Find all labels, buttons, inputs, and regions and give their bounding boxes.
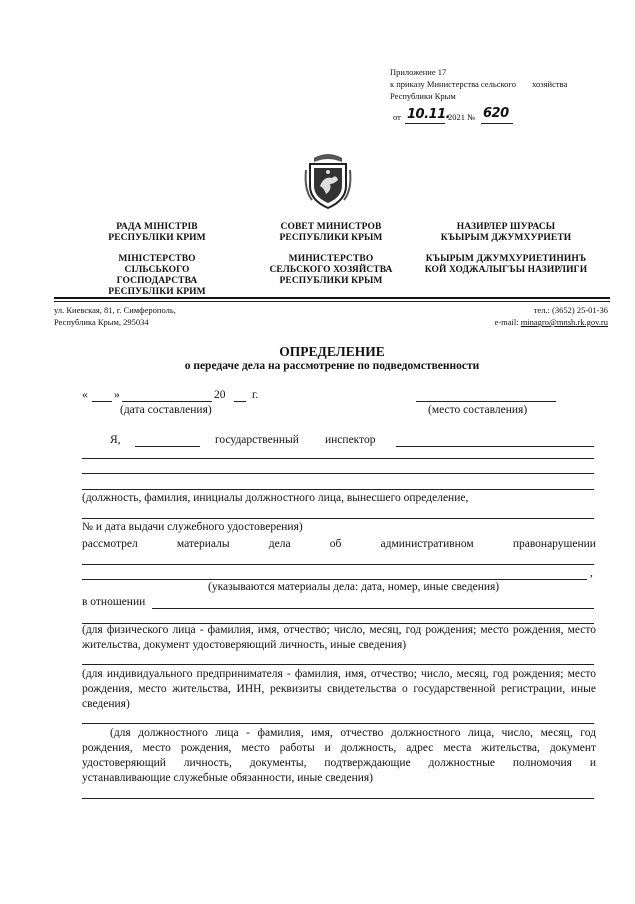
header-rule-thin xyxy=(54,301,610,302)
appendix-line-2b: хозяйства xyxy=(532,79,568,89)
header-center-4: СЕЛЬСКОГО ХОЗЯЙСТВА xyxy=(269,265,393,275)
contact-email-label: e-mail: xyxy=(494,317,519,327)
entrepreneur-caption: (для индивидуального предпринимателя - фамилия, имя, отчество; число, месяц, год рождения; место рождения, место жительства, ИНН, реквизиты свидетельства о государственной регистрации, иные сведения) xyxy=(82,668,596,710)
order-number-handwritten: 620 xyxy=(483,106,509,121)
date-open-quote: « xyxy=(82,389,88,401)
document-title: ОПРЕДЕЛЕНИЕ xyxy=(279,344,385,359)
order-year: 2021 № xyxy=(448,112,476,122)
inspector-name-line[interactable] xyxy=(396,446,594,447)
regarding-label: в отношении xyxy=(82,596,146,608)
year-suffix: г. xyxy=(252,389,259,401)
reviewed-word-4: об xyxy=(329,538,342,550)
header-center-2: РЕСПУБЛИКИ КРЫМ xyxy=(279,233,383,243)
header-right-4: КОЙ ХОДЖАЛЫГЪЫ НАЗИРЛИГИ xyxy=(424,265,588,275)
header-right xyxy=(418,222,594,276)
header-left-6: РЕСПУБЛІКИ КРИМ xyxy=(108,287,206,297)
header-left-1: РАДА МІНІСТРІВ xyxy=(116,222,198,232)
contact-email-link[interactable]: minagro@mnsh.rk.gov.ru xyxy=(520,317,608,327)
reviewed-row xyxy=(82,537,596,552)
coat-of-arms-emblem xyxy=(302,150,354,210)
year-prefix: 20 xyxy=(214,389,226,401)
header-center-3: МИНИСТЕРСТВО xyxy=(288,254,374,264)
official-line-3[interactable] xyxy=(82,489,594,490)
certificate-line[interactable] xyxy=(82,518,594,519)
appendix-block xyxy=(390,66,605,102)
header-center-1: СОВЕТ МИНИСТРОВ xyxy=(280,222,382,232)
contacts-block xyxy=(400,304,608,328)
appendix-line-3: Республики Крым xyxy=(390,91,456,101)
inspector-word-2: инспектор xyxy=(325,434,376,446)
contact-phone: тел.: (3652) 25-01-36 xyxy=(533,305,608,315)
date-prefix: от xyxy=(393,112,401,122)
materials-comma: , xyxy=(590,567,593,579)
official-line-2[interactable] xyxy=(82,473,594,474)
place-caption: (место составления) xyxy=(428,404,528,416)
header-rule-thick xyxy=(54,297,610,299)
header-left xyxy=(82,222,232,298)
header-left-3: МІНІСТЕРСТВО xyxy=(118,254,196,264)
header-right-1: НАЗИРЛЕР ШУРАСЫ xyxy=(456,222,556,232)
order-date-row xyxy=(393,107,533,125)
reviewed-word-1: рассмотрел xyxy=(82,538,138,550)
reviewed-word-6: правонарушении xyxy=(512,538,596,550)
official2-caption: (для должностного лица - фамилия, имя, отчество должностного лица, число, месяц, год рождения, место рождения, место работы и должность, адрес места жительства, документ удостоверяющий личность, документы, подтверждающие должностные полномочия и устанавливающие служебные обязанности, иные сведения) xyxy=(82,727,596,784)
reviewed-word-3: дела xyxy=(268,538,291,550)
appendix-line-2: к приказу Министерства сельского xyxy=(390,79,516,89)
place-field-line[interactable] xyxy=(416,401,556,402)
i-label: Я, xyxy=(110,434,121,446)
final-line[interactable] xyxy=(82,798,594,799)
official2-line[interactable] xyxy=(82,723,594,724)
date-caption: (дата составления) xyxy=(120,404,212,416)
document-subtitle: о передаче дела на рассмотрение по подведомственности xyxy=(184,360,480,372)
header-left-4: СІЛЬСЬКОГО xyxy=(124,265,190,275)
inspector-word-1: государственный xyxy=(215,434,299,446)
official-line-1[interactable] xyxy=(82,458,594,459)
entrepreneur-line[interactable] xyxy=(82,664,594,665)
reviewed-word-5: административном xyxy=(380,538,474,550)
appendix-line-2-row xyxy=(390,78,605,90)
certificate-caption: № и дата выдачи служебного удостоверения) xyxy=(82,521,303,533)
individual-caption: (для физического лица - фамилия, имя, отчество; число, месяц, год рождения; место рождения, место жительства, документ удостоверяющий личность, иные сведения) xyxy=(82,624,596,651)
official-caption: (должность, фамилия, инициалы должностного лица, вынесшего определение, xyxy=(82,492,469,504)
materials-line-1[interactable] xyxy=(82,564,594,565)
address-block xyxy=(54,304,284,328)
header-right-2: КЪЫРЫМ ДЖУМХУРИЕТИ xyxy=(440,233,572,243)
date-close-quote: » xyxy=(114,389,120,401)
contact-email-row xyxy=(400,316,608,328)
regarding-line-1[interactable] xyxy=(152,608,594,609)
materials-caption: (указываются материалы дела: дата, номер, иные сведения) xyxy=(208,581,500,593)
header-center xyxy=(256,222,406,287)
inspector-initials-line[interactable] xyxy=(135,446,200,447)
address-region: Республика Крым, 295034 xyxy=(54,317,149,327)
reviewed-word-2: материалы xyxy=(176,538,230,550)
order-date-handwritten: 10.11. xyxy=(407,107,451,122)
address-street: ул. Киевская, 81, г. Симферополь, xyxy=(54,305,176,315)
header-right-3: КЪЫРЫМ ДЖУМХУРИЕТИНИНЪ xyxy=(425,254,587,264)
header-center-5: РЕСПУБЛИКИ КРЫМ xyxy=(279,276,383,286)
date-field[interactable] xyxy=(82,388,282,404)
header-left-2: РЕСПУБЛІКИ КРИМ xyxy=(108,233,206,243)
header-left-5: ГОСПОДАРСТВА xyxy=(116,276,198,286)
appendix-line-1: Приложение 17 xyxy=(390,67,447,77)
